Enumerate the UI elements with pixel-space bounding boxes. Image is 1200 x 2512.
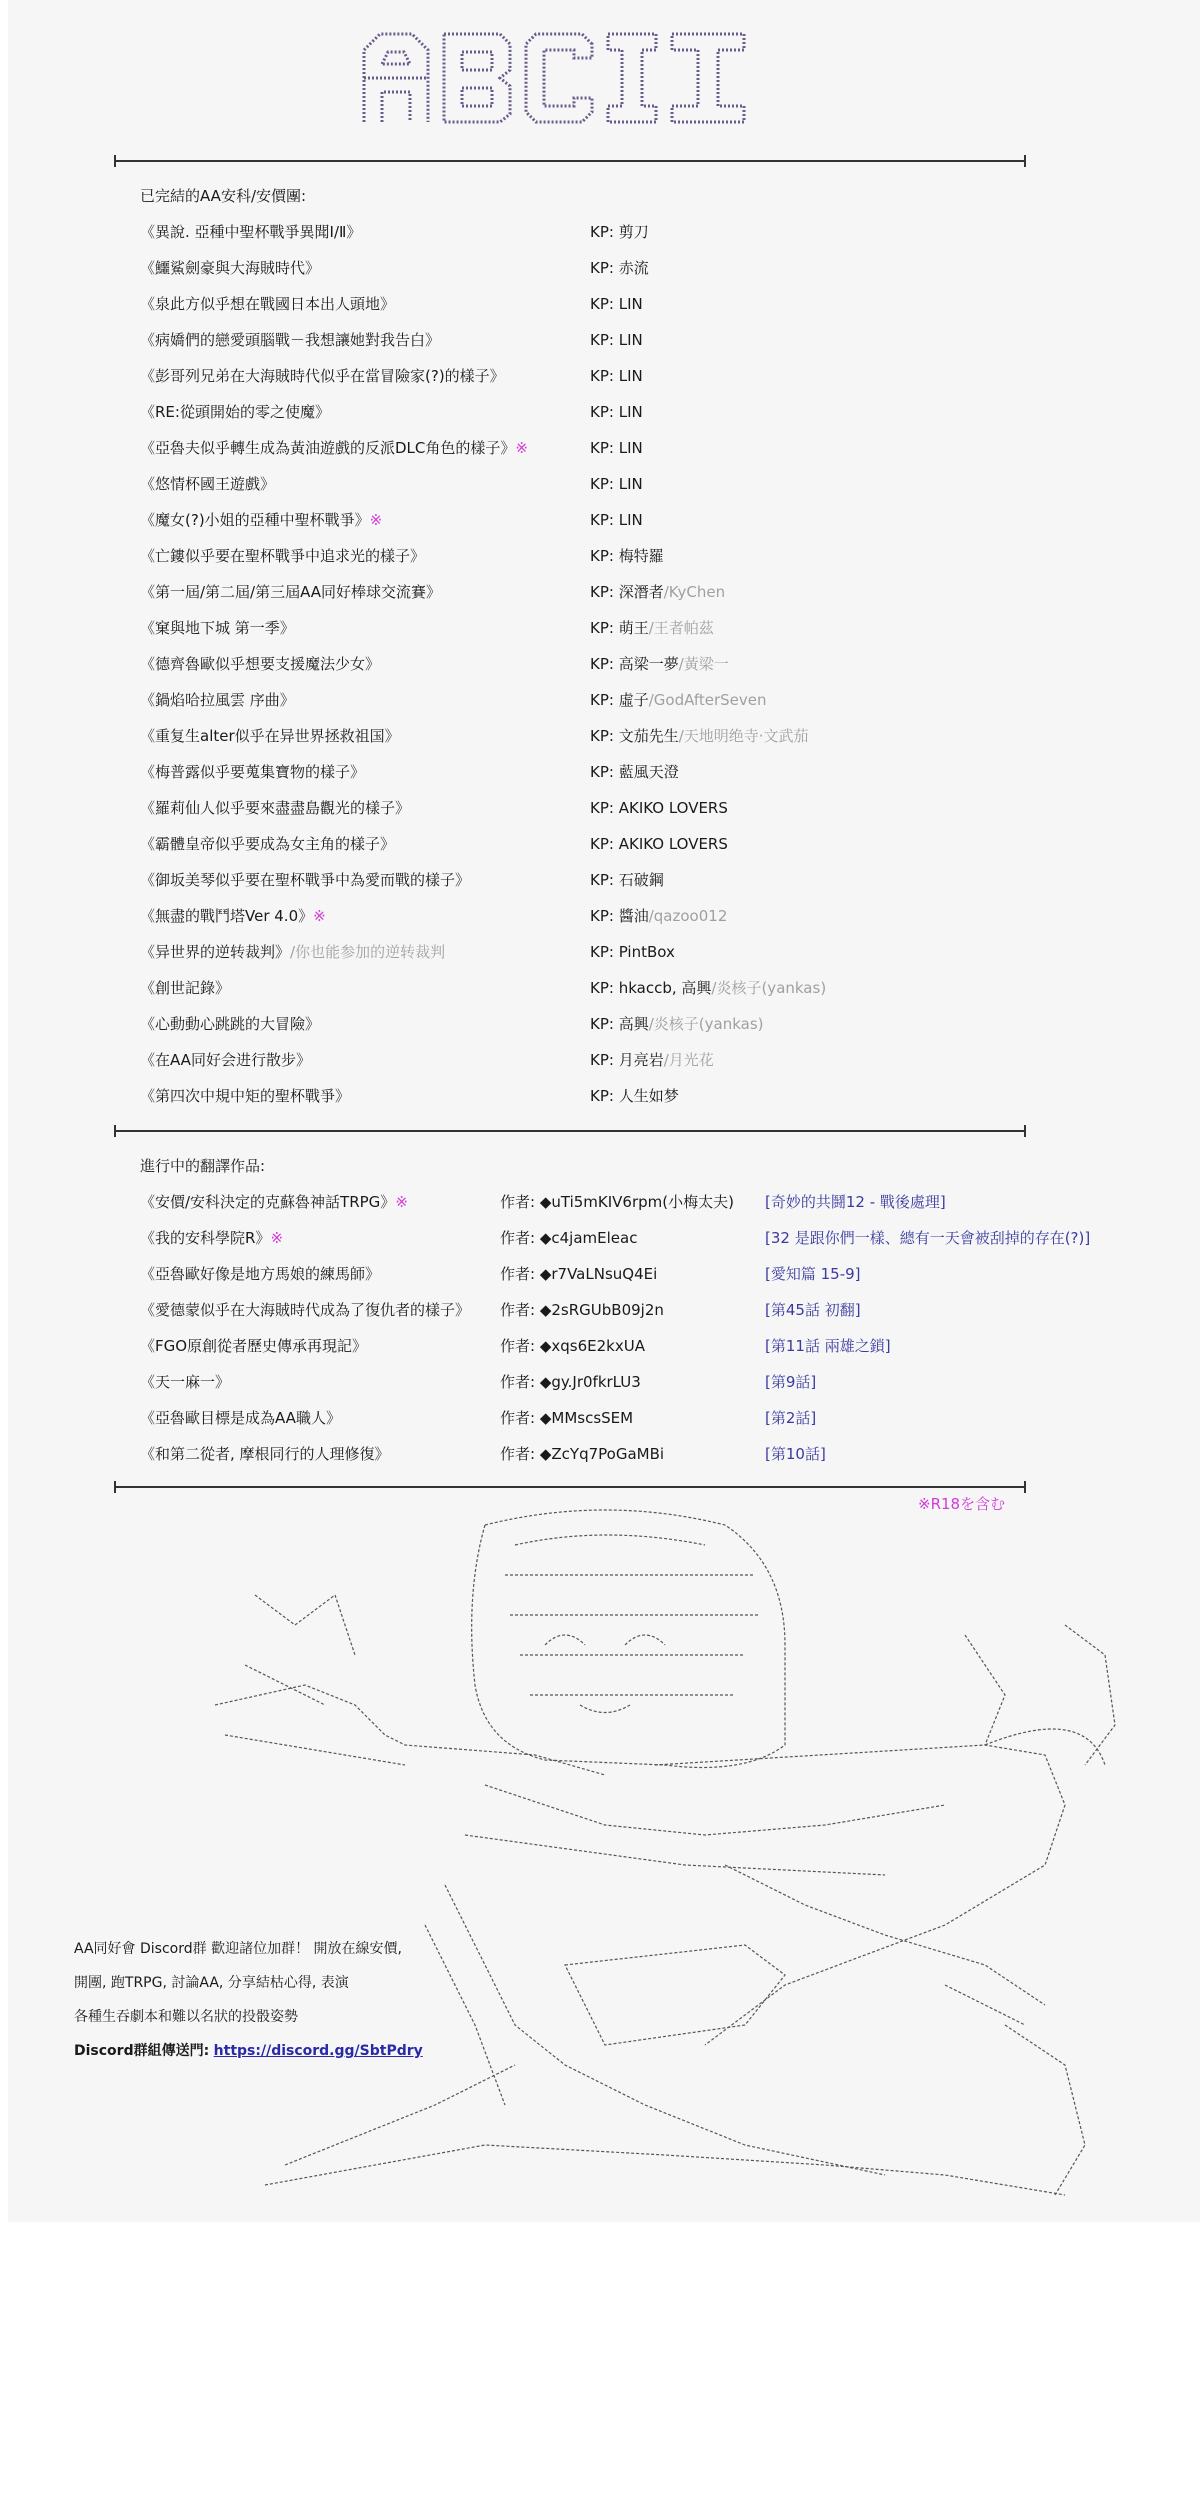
work-title-cell (140, 718, 590, 754)
completed-row (140, 898, 826, 934)
work-title[interactable]: 《亞魯歐目標是成為AA職人》 (140, 1409, 341, 1427)
kp-name: 萌王 (618, 619, 649, 637)
discord-link-label: Discord群組傳送門: (74, 2043, 210, 2059)
kp-label: KP: (590, 403, 614, 421)
ongoing-row (140, 1184, 1090, 1220)
kp-label: KP: (590, 943, 614, 961)
kp-cell (590, 1042, 714, 1078)
kp-cell (590, 394, 643, 430)
kp-cell (590, 286, 643, 322)
work-title-cell (140, 574, 590, 610)
author-label: 作者: (500, 1301, 536, 1319)
latest-chapter-link[interactable]: [第11話 兩雄之鎖] (765, 1337, 891, 1355)
author-label: 作者: (500, 1373, 536, 1391)
latest-chapter-link[interactable]: [第2話] (765, 1409, 817, 1427)
author-cell (500, 1220, 765, 1256)
work-title-cell (140, 610, 590, 646)
completed-row (140, 502, 826, 538)
work-title[interactable]: 《魔女(?)小姐的亞種中聖杯戰爭》 (140, 511, 370, 529)
ongoing-row (140, 1400, 1090, 1436)
discord-link[interactable]: https://discord.gg/SbtPdry (213, 2043, 423, 2059)
work-title-cell (140, 1400, 500, 1436)
kp-alias: /炎核子(yankas) (648, 1015, 764, 1033)
ongoing-row (140, 1436, 1090, 1472)
completed-row (140, 538, 826, 574)
ongoing-row (140, 1364, 1090, 1400)
kp-label: KP: (590, 979, 614, 997)
ongoing-list (140, 1148, 1090, 1472)
kp-alias: /月光花 (663, 1051, 714, 1069)
work-title-cell (140, 1042, 590, 1078)
kp-label: KP: (590, 331, 614, 349)
work-title[interactable]: 《創世記錄》 (140, 979, 231, 997)
kp-label: KP: (590, 1087, 614, 1105)
work-title-cell (140, 1256, 500, 1292)
kp-cell (590, 826, 728, 862)
ascii-art-illustration (185, 1505, 1145, 2200)
work-title-cell (140, 214, 590, 250)
kp-name: 人生如梦 (618, 1087, 679, 1105)
work-title-cell (140, 1220, 500, 1256)
completed-row (140, 1006, 826, 1042)
completed-row (140, 214, 826, 250)
author-name: ◆2sRGUbB09j2n (539, 1301, 664, 1319)
author-label: 作者: (500, 1445, 536, 1463)
kp-cell (590, 1006, 764, 1042)
kp-label: KP: (590, 1015, 614, 1033)
kp-alias: /王者帕茲 (648, 619, 714, 637)
ongoing-row (140, 1220, 1090, 1256)
ongoing-row (140, 1256, 1090, 1292)
work-title-cell (140, 754, 590, 790)
ongoing-heading: 進行中的翻譯作品: (140, 1157, 266, 1175)
r18-mark: ※ (270, 1229, 284, 1247)
kp-cell (590, 682, 767, 718)
kp-name: LIN (618, 367, 643, 385)
completed-row (140, 862, 826, 898)
kp-alias: /天地明绝寺·文武茄 (678, 727, 809, 745)
kp-name: 醬油 (618, 907, 649, 925)
r18-mark: ※ (395, 1193, 408, 1211)
completed-row (140, 610, 826, 646)
author-name: ◆uTi5mKIV6rpm(小梅太夫) (539, 1193, 734, 1211)
ongoing-row (140, 1328, 1090, 1364)
kp-label: KP: (590, 619, 614, 637)
completed-row (140, 1078, 826, 1114)
kp-cell (590, 1078, 679, 1114)
work-title[interactable]: 《FGO原創從者歷史傳承再現記》 (140, 1337, 368, 1355)
r18-mark: ※ (515, 439, 528, 457)
completed-row (140, 250, 826, 286)
work-title-cell (140, 934, 590, 970)
work-title[interactable]: 《天一麻一》 (140, 1373, 231, 1391)
work-title[interactable]: 《在AA同好会进行散步》 (140, 1051, 311, 1069)
kp-label: KP: (590, 799, 614, 817)
author-cell (500, 1364, 765, 1400)
work-title[interactable]: 《RE:從頭開始的零之使魔》 (140, 403, 330, 421)
author-name: ◆gy.Jr0fkrLU3 (539, 1373, 641, 1391)
kp-cell (590, 898, 727, 934)
work-title-cell (140, 898, 590, 934)
completed-row (140, 394, 826, 430)
kp-name: PintBox (618, 943, 675, 961)
completed-row (140, 682, 826, 718)
kp-alias: /qazoo012 (648, 907, 728, 925)
work-title[interactable]: 《和第二從者, 摩根同行的人理修復》 (140, 1445, 390, 1463)
kp-name: AKIKO LOVERS (618, 835, 728, 853)
divider-middle (115, 1130, 1025, 1132)
kp-cell (590, 610, 714, 646)
work-title[interactable]: 《窠與地下城 第一季》 (140, 619, 295, 637)
completed-row (140, 574, 826, 610)
author-cell (500, 1256, 765, 1292)
work-title[interactable]: 《彭哥列兄弟在大海賊時代似乎在當冒險家(?)的樣子》 (140, 367, 505, 385)
kp-name: 石破鋼 (618, 871, 664, 889)
author-label: 作者: (500, 1337, 536, 1355)
author-label: 作者: (500, 1409, 536, 1427)
work-title-cell (140, 286, 590, 322)
kp-name: LIN (618, 331, 643, 349)
author-cell (500, 1292, 765, 1328)
work-title[interactable]: 《我的安科學院R》 (140, 1229, 271, 1247)
author-cell (500, 1400, 765, 1436)
author-label: 作者: (500, 1193, 536, 1211)
work-title[interactable]: 《愛德蒙似乎在大海賊時代成為了復仇者的樣子》 (140, 1301, 471, 1319)
kp-name: 剪刀 (618, 223, 649, 241)
work-title[interactable]: 《异世界的逆转裁判》 (140, 943, 291, 961)
kp-cell (590, 466, 643, 502)
work-title-cell (140, 1078, 590, 1114)
latest-chapter-link[interactable]: [第10話] (765, 1445, 826, 1463)
kp-name: 深潛者 (618, 583, 664, 601)
work-title[interactable]: 《羅莉仙人似乎要來盡盡島觀光的樣子》 (140, 799, 411, 817)
work-title[interactable]: 《心動動心跳跳的大冒險》 (140, 1015, 321, 1033)
r18-mark: ※ (313, 907, 326, 925)
divider-top (115, 160, 1025, 162)
work-title[interactable]: 《亞魯歐好像是地方馬娘的練馬師》 (140, 1265, 381, 1283)
work-title-cell (140, 682, 590, 718)
work-title-cell (140, 1184, 500, 1220)
completed-row (140, 826, 826, 862)
kp-name: LIN (618, 439, 643, 457)
work-title-cell (140, 358, 590, 394)
latest-chapter-link[interactable]: [奇妙的共鬪12 - 戰後處理] (765, 1193, 946, 1211)
kp-cell (590, 574, 725, 610)
work-title-cell (140, 466, 590, 502)
ascii-logo (360, 30, 750, 126)
kp-alias: /GodAfterSeven (648, 691, 767, 709)
work-title[interactable]: 《安價/安科決定的克蘇魯神話TRPG》 (140, 1193, 396, 1211)
latest-chapter-link[interactable]: [第45話 初翻] (765, 1301, 861, 1319)
author-cell (500, 1436, 765, 1472)
completed-row (140, 934, 826, 970)
completed-row (140, 790, 826, 826)
completed-row (140, 718, 826, 754)
kp-alias: /KyChen (663, 583, 726, 601)
kp-name: 文茄先生 (618, 727, 679, 745)
kp-label: KP: (590, 223, 614, 241)
ongoing-row (140, 1292, 1090, 1328)
kp-name: 高梁一夢 (618, 655, 679, 673)
kp-cell (590, 358, 643, 394)
kp-label: KP: (590, 475, 614, 493)
kp-cell (590, 250, 649, 286)
work-title[interactable]: 《御坂美琴似乎要在聖杯戰爭中為愛而戰的樣子》 (140, 871, 471, 889)
work-title-cell (140, 250, 590, 286)
kp-name: LIN (618, 295, 643, 313)
work-title-cell (140, 646, 590, 682)
divider-bottom (115, 1486, 1025, 1488)
kp-name: 藍風天澄 (618, 763, 679, 781)
kp-cell (590, 970, 826, 1006)
kp-label: KP: (590, 727, 614, 745)
kp-label: KP: (590, 655, 614, 673)
kp-cell (590, 430, 643, 466)
kp-cell (590, 538, 664, 574)
work-title[interactable]: 《病嬌們的戀愛頭腦戰－我想讓她對我告白》 (140, 331, 441, 349)
kp-label: KP: (590, 907, 614, 925)
kp-alias: /炎核子(yankas) (711, 979, 827, 997)
kp-cell (590, 502, 643, 538)
work-title-cell (140, 502, 590, 538)
kp-cell (590, 646, 729, 682)
r18-mark: ※ (369, 511, 383, 529)
kp-label: KP: (590, 691, 614, 709)
completed-row (140, 322, 826, 358)
kp-label: KP: (590, 295, 614, 313)
completed-row (140, 286, 826, 322)
work-title-cell (140, 826, 590, 862)
author-name: ◆c4jamEleac (539, 1229, 638, 1247)
kp-label: KP: (590, 763, 614, 781)
work-title[interactable]: 《亡鏤似乎要在聖杯戰爭中追求光的樣子》 (140, 547, 426, 565)
kp-name: 高興 (618, 1015, 649, 1033)
kp-cell (590, 718, 809, 754)
kp-name: LIN (618, 475, 643, 493)
kp-name: hkaccb, 高興 (618, 979, 712, 997)
work-title-cell (140, 790, 590, 826)
work-title-cell (140, 1328, 500, 1364)
work-title[interactable]: 《重复生alter似乎在异世界拯救祖国》 (140, 727, 400, 745)
completed-row (140, 466, 826, 502)
work-title[interactable]: 《無盡的戰鬥塔Ver 4.0》 (140, 907, 314, 925)
work-title[interactable]: 《悠情杯國王遊戲》 (140, 475, 276, 493)
work-title-note: /你也能参加的逆转裁判 (290, 943, 446, 961)
kp-cell (590, 322, 643, 358)
kp-label: KP: (590, 871, 614, 889)
kp-cell (590, 214, 649, 250)
discord-link-row (74, 2034, 423, 2068)
work-title[interactable]: 《異說. 亞種中聖杯戰爭異聞Ⅰ/Ⅱ》 (140, 223, 362, 241)
kp-label: KP: (590, 1051, 614, 1069)
work-title-cell (140, 430, 590, 466)
author-label: 作者: (500, 1229, 536, 1247)
author-name: ◆r7VaLNsuQ4Ei (539, 1265, 658, 1283)
latest-chapter-link[interactable]: [第9話] (765, 1373, 817, 1391)
kp-name: 月亮岩 (618, 1051, 664, 1069)
kp-alias: /黃梁一 (678, 655, 729, 673)
kp-name: 梅特羅 (618, 547, 664, 565)
work-title[interactable]: 《鱷鯊劍豪與大海賊時代》 (140, 259, 321, 277)
kp-name: AKIKO LOVERS (618, 799, 728, 817)
kp-label: KP: (590, 583, 614, 601)
completed-row (140, 430, 826, 466)
kp-label: KP: (590, 439, 614, 457)
work-title-cell (140, 322, 590, 358)
work-title[interactable]: 《泉此方似乎想在戰國日本出人頭地》 (140, 295, 396, 313)
work-title-cell (140, 538, 590, 574)
discord-info (74, 1932, 423, 2068)
kp-cell (590, 754, 679, 790)
work-title-cell (140, 1006, 590, 1042)
kp-cell (590, 790, 728, 826)
kp-name: 虛子 (618, 691, 649, 709)
discord-line-1: AA同好會 Discord群 歡迎諸位加群！ 開放在線安價, (74, 1941, 402, 1957)
completed-heading: 已完結的AA安科/安價團: (140, 187, 307, 205)
kp-name: LIN (618, 403, 643, 421)
work-title[interactable]: 《鍋焰哈拉風雲 序曲》 (140, 691, 295, 709)
completed-row (140, 646, 826, 682)
work-title-cell (140, 1292, 500, 1328)
author-label: 作者: (500, 1265, 536, 1283)
kp-name: LIN (618, 511, 643, 529)
author-name: ◆MMscsSEM (539, 1409, 634, 1427)
latest-chapter-link[interactable]: [32 是跟你們一樣、總有一天會被刮掉的存在(?)] (765, 1229, 1091, 1247)
author-cell (500, 1328, 765, 1364)
author-name: ◆ZcYq7PoGaMBi (539, 1445, 665, 1463)
kp-label: KP: (590, 547, 614, 565)
completed-list (140, 178, 826, 1114)
discord-line-3: 各種生吞劇本和難以名狀的投骰姿勢 (74, 2009, 298, 2025)
kp-label: KP: (590, 259, 614, 277)
kp-label: KP: (590, 367, 614, 385)
discord-line-2: 開團, 跑TRPG, 討論AA, 分享結枯心得, 表演 (74, 1975, 349, 1991)
work-title-cell (140, 394, 590, 430)
work-title[interactable]: 《霸體皇帝似乎要成為女主角的樣子》 (140, 835, 396, 853)
latest-chapter-link[interactable]: [愛知篇 15-9] (765, 1265, 861, 1283)
kp-cell (590, 934, 675, 970)
author-name: ◆xqs6E2kxUA (539, 1337, 645, 1355)
kp-name: 赤流 (618, 259, 649, 277)
kp-cell (590, 862, 664, 898)
kp-label: KP: (590, 835, 614, 853)
completed-row (140, 754, 826, 790)
completed-row (140, 970, 826, 1006)
work-title-cell (140, 970, 590, 1006)
r18-note: ※R18を含む (918, 1495, 1006, 1513)
work-title[interactable]: 《梅普露似乎要蒐集寶物的樣子》 (140, 763, 366, 781)
work-title-cell (140, 1364, 500, 1400)
completed-row (140, 1042, 826, 1078)
work-title[interactable]: 《第一屆/第二屆/第三屆AA同好棒球交流賽》 (140, 583, 442, 601)
work-title[interactable]: 《亞魯夫似乎轉生成為黃油遊戲的反派DLC角色的樣子》 (140, 439, 516, 457)
work-title-cell (140, 862, 590, 898)
completed-row (140, 358, 826, 394)
author-cell (500, 1184, 765, 1220)
kp-label: KP: (590, 511, 614, 529)
work-title[interactable]: 《德齊魯歐似乎想要支援魔法少女》 (140, 655, 381, 673)
work-title-cell (140, 1436, 500, 1472)
work-title[interactable]: 《第四次中規中矩的聖杯戰爭》 (140, 1087, 351, 1105)
